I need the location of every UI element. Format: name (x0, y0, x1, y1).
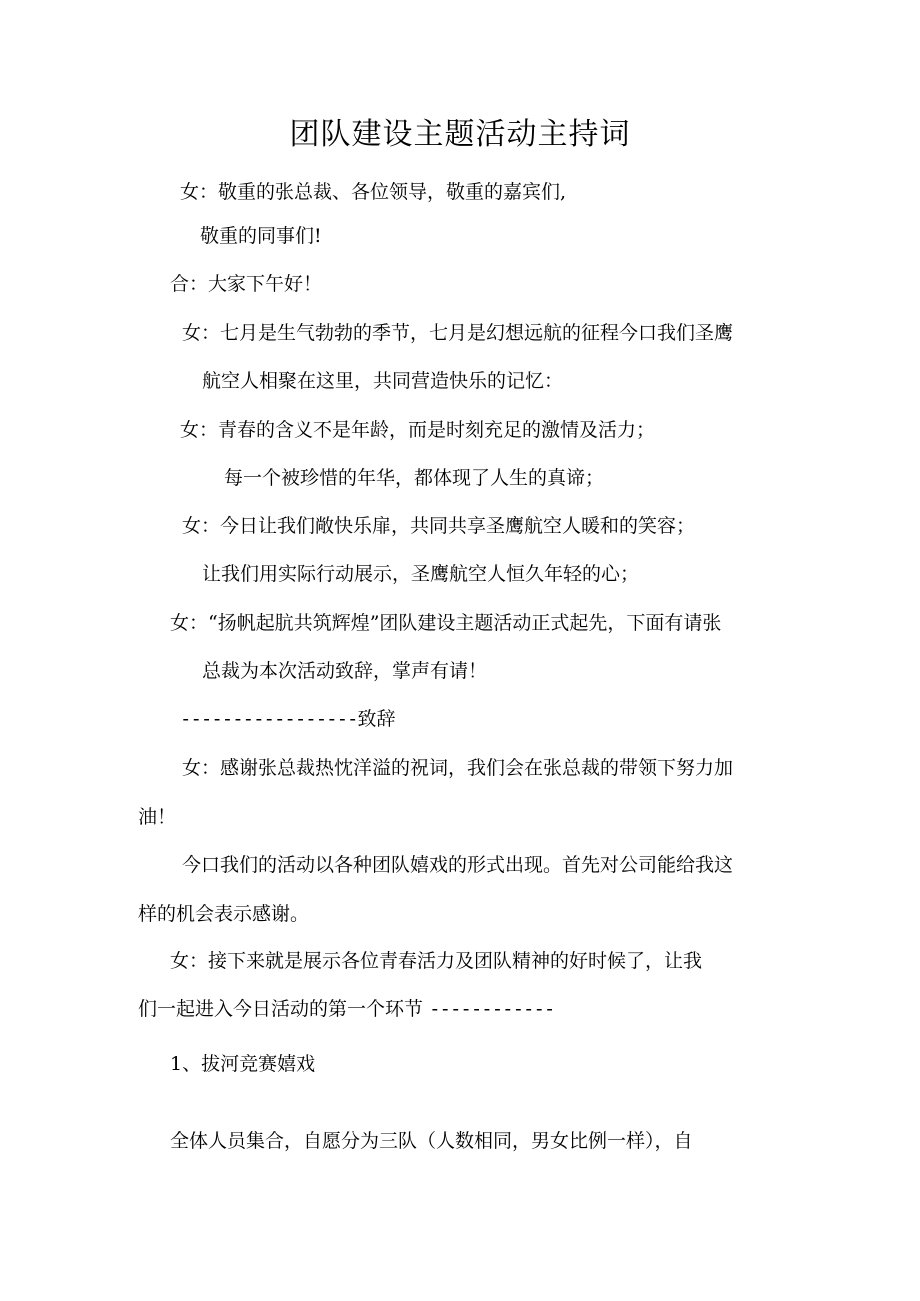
text-line: 样的机会表示感谢。 (138, 903, 310, 925)
section-heading: 1、拔河竞赛嬉戏 (170, 1053, 316, 1075)
text-line: 合：大家下午好！ (170, 273, 323, 295)
text-line: 女：敬重的张总裁、各位领导，敬重的嘉宾们, (180, 181, 567, 203)
text-line: 女：感谢张总裁热忱洋溢的祝词，我们会在张总裁的带领下努力加 (182, 757, 734, 779)
section-divider (180, 704, 395, 734)
text-line: 油！ (138, 806, 177, 828)
text-line: 们一起进入今日活动的第一个环节 (138, 998, 424, 1020)
text-line: 女：七月是生气勃勃的季节，七月是幻想远航的征程今口我们圣鹰 (182, 322, 734, 344)
dash-separator: ------------ (429, 998, 555, 1020)
text-line: 每一个被珍惜的年华，都体现了人生的真谛； (224, 467, 605, 489)
text-line: 女：今日让我们敞快乐扉，共同共享圣鹰航空人暖和的笑容； (182, 515, 696, 537)
text-line: 女：接下来就是展示各位青春活力及团队精神的好时候了，让我 (170, 950, 703, 972)
text-line: 全体人员集合，自愿分为三队（人数相同，男女比例一样），自 (170, 1130, 693, 1152)
text-line: 总裁为本次活动致辞，掌声有请！ (202, 660, 488, 682)
text-line: 让我们用实际行动展示，圣鹰航空人恒久年轻的心； (202, 563, 640, 585)
dash-separator: ----------------- (180, 708, 358, 730)
text-line: 女：青春的含义不是年龄，而是时刻充足的激情及活力； (180, 419, 656, 441)
document-title: 团队建设主题活动主持词 (289, 117, 631, 152)
text-line: 今口我们的活动以各种团队嬉戏的形式出现。首先对公司能给我这 (182, 854, 734, 876)
text-line: 女：“扬帆起肮共筑辉煌”团队建设主题活动正式起先，下面有请张 (170, 612, 722, 634)
text-line: 敬重的同事们! (200, 225, 322, 247)
text-line-with-dashes (138, 994, 554, 1024)
text-line: 航空人相聚在这里，共同营造快乐的记忆： (202, 370, 564, 392)
divider-label: 致辞 (357, 708, 396, 730)
